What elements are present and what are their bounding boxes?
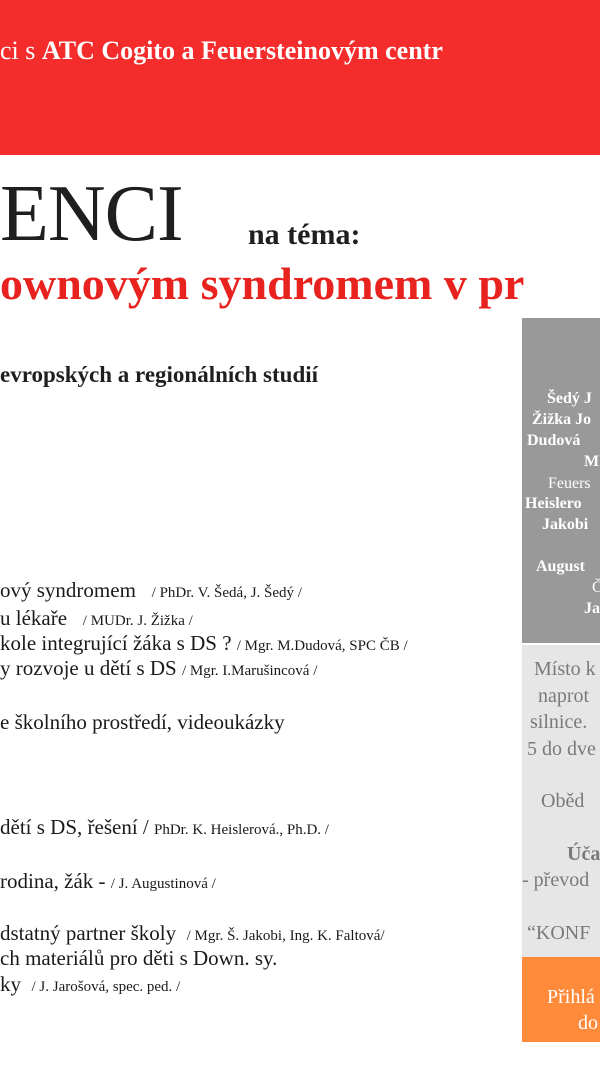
speaker-line: Ja	[584, 600, 600, 617]
program-speaker: PhDr. K. Heislerová., Ph.D. /	[153, 822, 329, 838]
speaker-line: Dudová	[527, 432, 581, 449]
info-line: silnice.	[530, 711, 588, 733]
program-topic: ch materiálů pro děti s Down. sy.	[0, 946, 278, 970]
info-line: Oběd	[541, 790, 585, 812]
program-item	[0, 869, 216, 894]
speaker-line: Šedý J	[547, 390, 592, 407]
program-item	[0, 656, 317, 681]
program-item	[0, 578, 302, 603]
program-speaker: / Mgr. M.Dudová, SPC ČB /	[236, 638, 408, 654]
program-speaker: / Mgr. I.Marušincová /	[181, 663, 318, 679]
program-topic: rodina, žák -	[0, 869, 106, 893]
program-item	[0, 815, 329, 840]
program-speaker: / MUDr. J. Žižka /	[82, 613, 193, 629]
program-topic: dětí s DS, řešení /	[0, 815, 149, 839]
speaker-line: August	[536, 558, 585, 575]
registration-line: do	[578, 1012, 598, 1034]
program-item	[0, 946, 277, 971]
banner-organizations: ATC Cogito a Feuersteinovým centr	[41, 36, 443, 65]
speaker-line: Žižka Jo	[532, 411, 592, 428]
info-line: naprot	[538, 685, 590, 707]
info-line: “KONF	[527, 922, 591, 944]
speaker-line: M	[584, 453, 600, 470]
program-topic: e školního prostředí, videoukázky	[0, 710, 285, 734]
program-item	[0, 972, 180, 997]
program-speaker: / J. Jarošová, spec. ped. /	[31, 979, 181, 995]
program-topic: kole integrující žáka s DS ?	[0, 631, 232, 655]
program-topic: y rozvoje u dětí s DS	[0, 656, 177, 680]
banner-text	[0, 36, 443, 66]
banner-prefix: ci s	[0, 36, 42, 65]
program-item	[0, 606, 193, 631]
speaker-line: Č	[592, 579, 603, 596]
info-line: Úča	[567, 843, 601, 865]
program-topic: dstatný partner školy	[0, 921, 177, 945]
program-item	[0, 710, 285, 735]
registration-line: Přihlá	[547, 986, 595, 1008]
speaker-line: Heislero	[525, 495, 582, 512]
program-speaker: / PhDr. V. Šedá, J. Šedý /	[151, 585, 302, 601]
program-topic: ový syndromem	[0, 578, 136, 602]
subtitle-venue: evropských a regionálních studií	[0, 362, 319, 387]
title-conference: ENCI	[0, 170, 183, 258]
title-theme-label: na téma:	[248, 218, 361, 251]
program-speaker: / Mgr. Š. Jakobi, Ing. K. Faltová/	[186, 928, 385, 944]
program-item	[0, 921, 385, 946]
program-topic: u lékaře	[0, 606, 68, 630]
info-line: - převod	[522, 869, 590, 891]
speaker-line: Feuers	[548, 475, 591, 492]
title-topic: ownovým syndromem v pr	[0, 258, 525, 309]
info-line: 5 do dve	[527, 738, 596, 760]
info-line: Místo k	[534, 658, 596, 680]
program-item	[0, 631, 408, 656]
header-banner	[0, 0, 600, 155]
speaker-line: Jakobi	[542, 516, 589, 533]
program-speaker: / J. Augustinová /	[110, 876, 216, 892]
program-topic: ky	[0, 972, 21, 996]
